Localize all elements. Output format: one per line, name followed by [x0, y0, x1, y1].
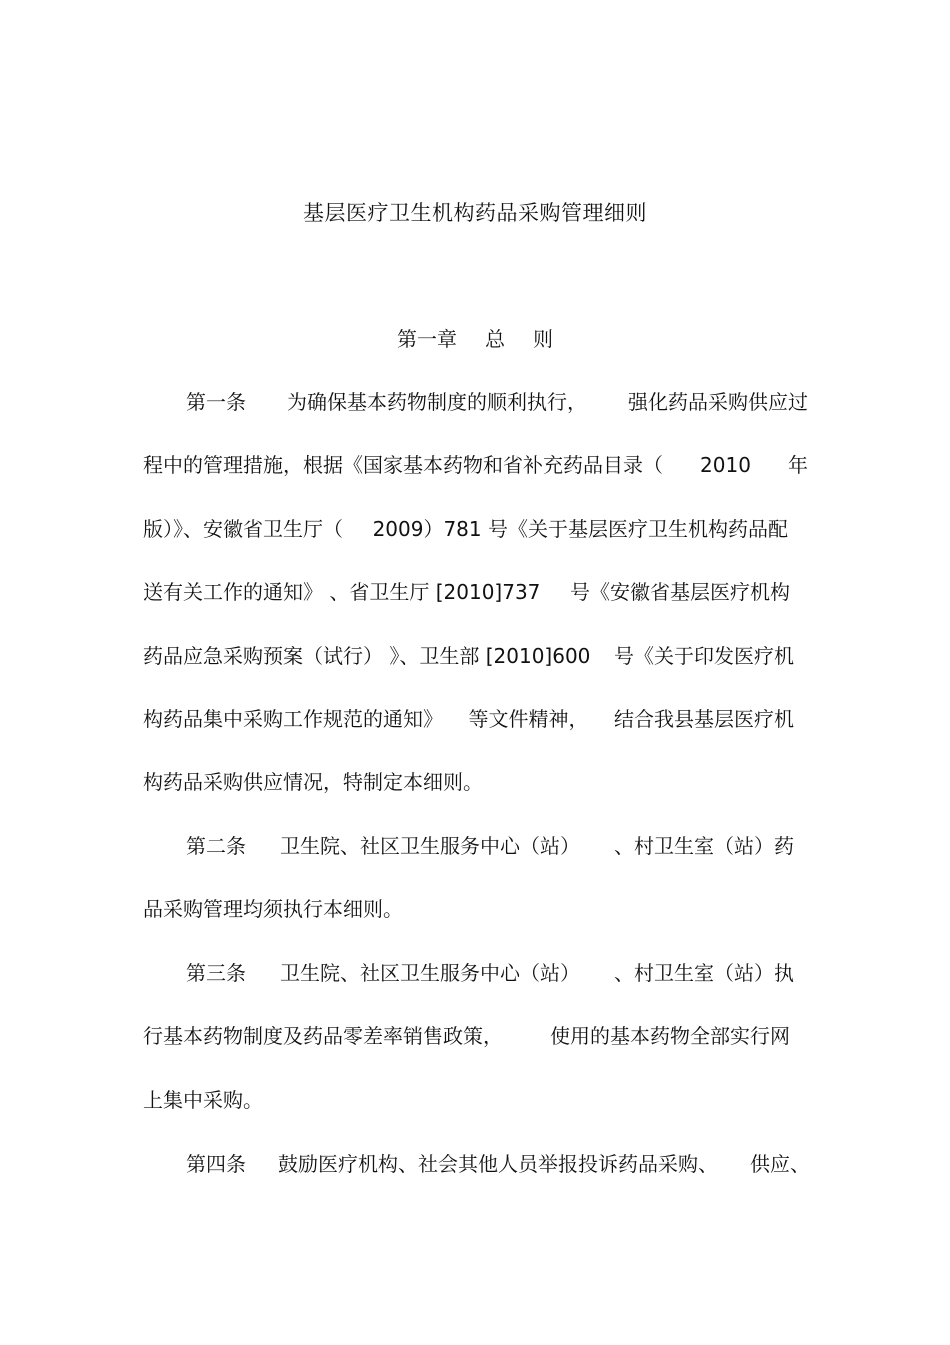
chapter-name-part1: 总	[485, 327, 505, 351]
text-segment: 年	[788, 453, 808, 477]
text-line	[143, 1020, 790, 1052]
text-segment: 行基本药物制度及药品零差率销售政策，	[143, 1024, 503, 1048]
text-line	[143, 893, 808, 925]
text-line	[143, 1084, 808, 1116]
text-segment: 品采购管理均须执行本细则。	[143, 897, 403, 921]
text-segment: 药品应急采购预案（试行） 》、卫生部 [2010]600	[143, 644, 591, 668]
text-line	[143, 640, 794, 672]
chapter-name-part2: 则	[533, 327, 553, 351]
text-line	[143, 703, 794, 735]
text-segment: 版）》、安徽省卫生厅（	[143, 517, 343, 541]
text-segment: 上集中采购。	[143, 1088, 263, 1112]
document-title: 基层医疗卫生机构药品采购管理细则	[303, 201, 647, 225]
text-line	[186, 957, 794, 989]
text-segment: 为确保基本药物制度的顺利执行，	[287, 390, 587, 414]
text-segment: 等文件精神，	[468, 707, 589, 731]
text-segment: 结合我县基层医疗机	[614, 707, 794, 731]
text-segment: 程中的管理措施，根据《国家基本药物和省补充药品目录（	[143, 453, 663, 477]
article-1-label: 第一条	[186, 390, 246, 414]
text-segment: 卫生院、社区卫生服务中心（站）	[280, 961, 580, 985]
article-3-label: 第三条	[186, 961, 246, 985]
text-line	[186, 1148, 810, 1180]
text-segment: 号《关于印发医疗机	[614, 644, 794, 668]
text-segment: 送有关工作的通知》 、省卫生厅 [2010]737	[143, 580, 541, 604]
chapter-heading	[0, 323, 950, 355]
text-segment: 构药品集中采购工作规范的通知》	[143, 707, 443, 731]
text-segment: 号《安徽省基层医疗机构	[570, 580, 790, 604]
text-line	[143, 576, 790, 608]
article-4-label: 第四条	[186, 1152, 246, 1176]
text-segment: 卫生院、社区卫生服务中心（站）	[280, 834, 580, 858]
text-segment: 强化药品采购供应过	[628, 390, 808, 414]
text-line	[143, 766, 808, 798]
text-line	[143, 513, 788, 545]
text-segment: 2009）781 号《关于基层医疗卫生机构药品配	[372, 517, 788, 541]
text-segment: 鼓励医疗机构、社会其他人员举报投诉药品采购、	[278, 1152, 718, 1176]
text-segment: 、村卫生室（站）药	[614, 834, 794, 858]
article-2-label: 第二条	[186, 834, 246, 858]
text-segment: 、村卫生室（站）执	[614, 961, 794, 985]
text-segment: 构药品采购供应情况，特制定本细则。	[143, 770, 483, 794]
text-line	[186, 830, 794, 862]
chapter-number: 第一章	[397, 327, 457, 351]
text-segment: 2010	[700, 453, 751, 477]
text-line	[186, 386, 808, 418]
text-segment: 供应、	[750, 1152, 810, 1176]
text-line	[143, 449, 808, 481]
text-segment: 使用的基本药物全部实行网	[550, 1024, 790, 1048]
